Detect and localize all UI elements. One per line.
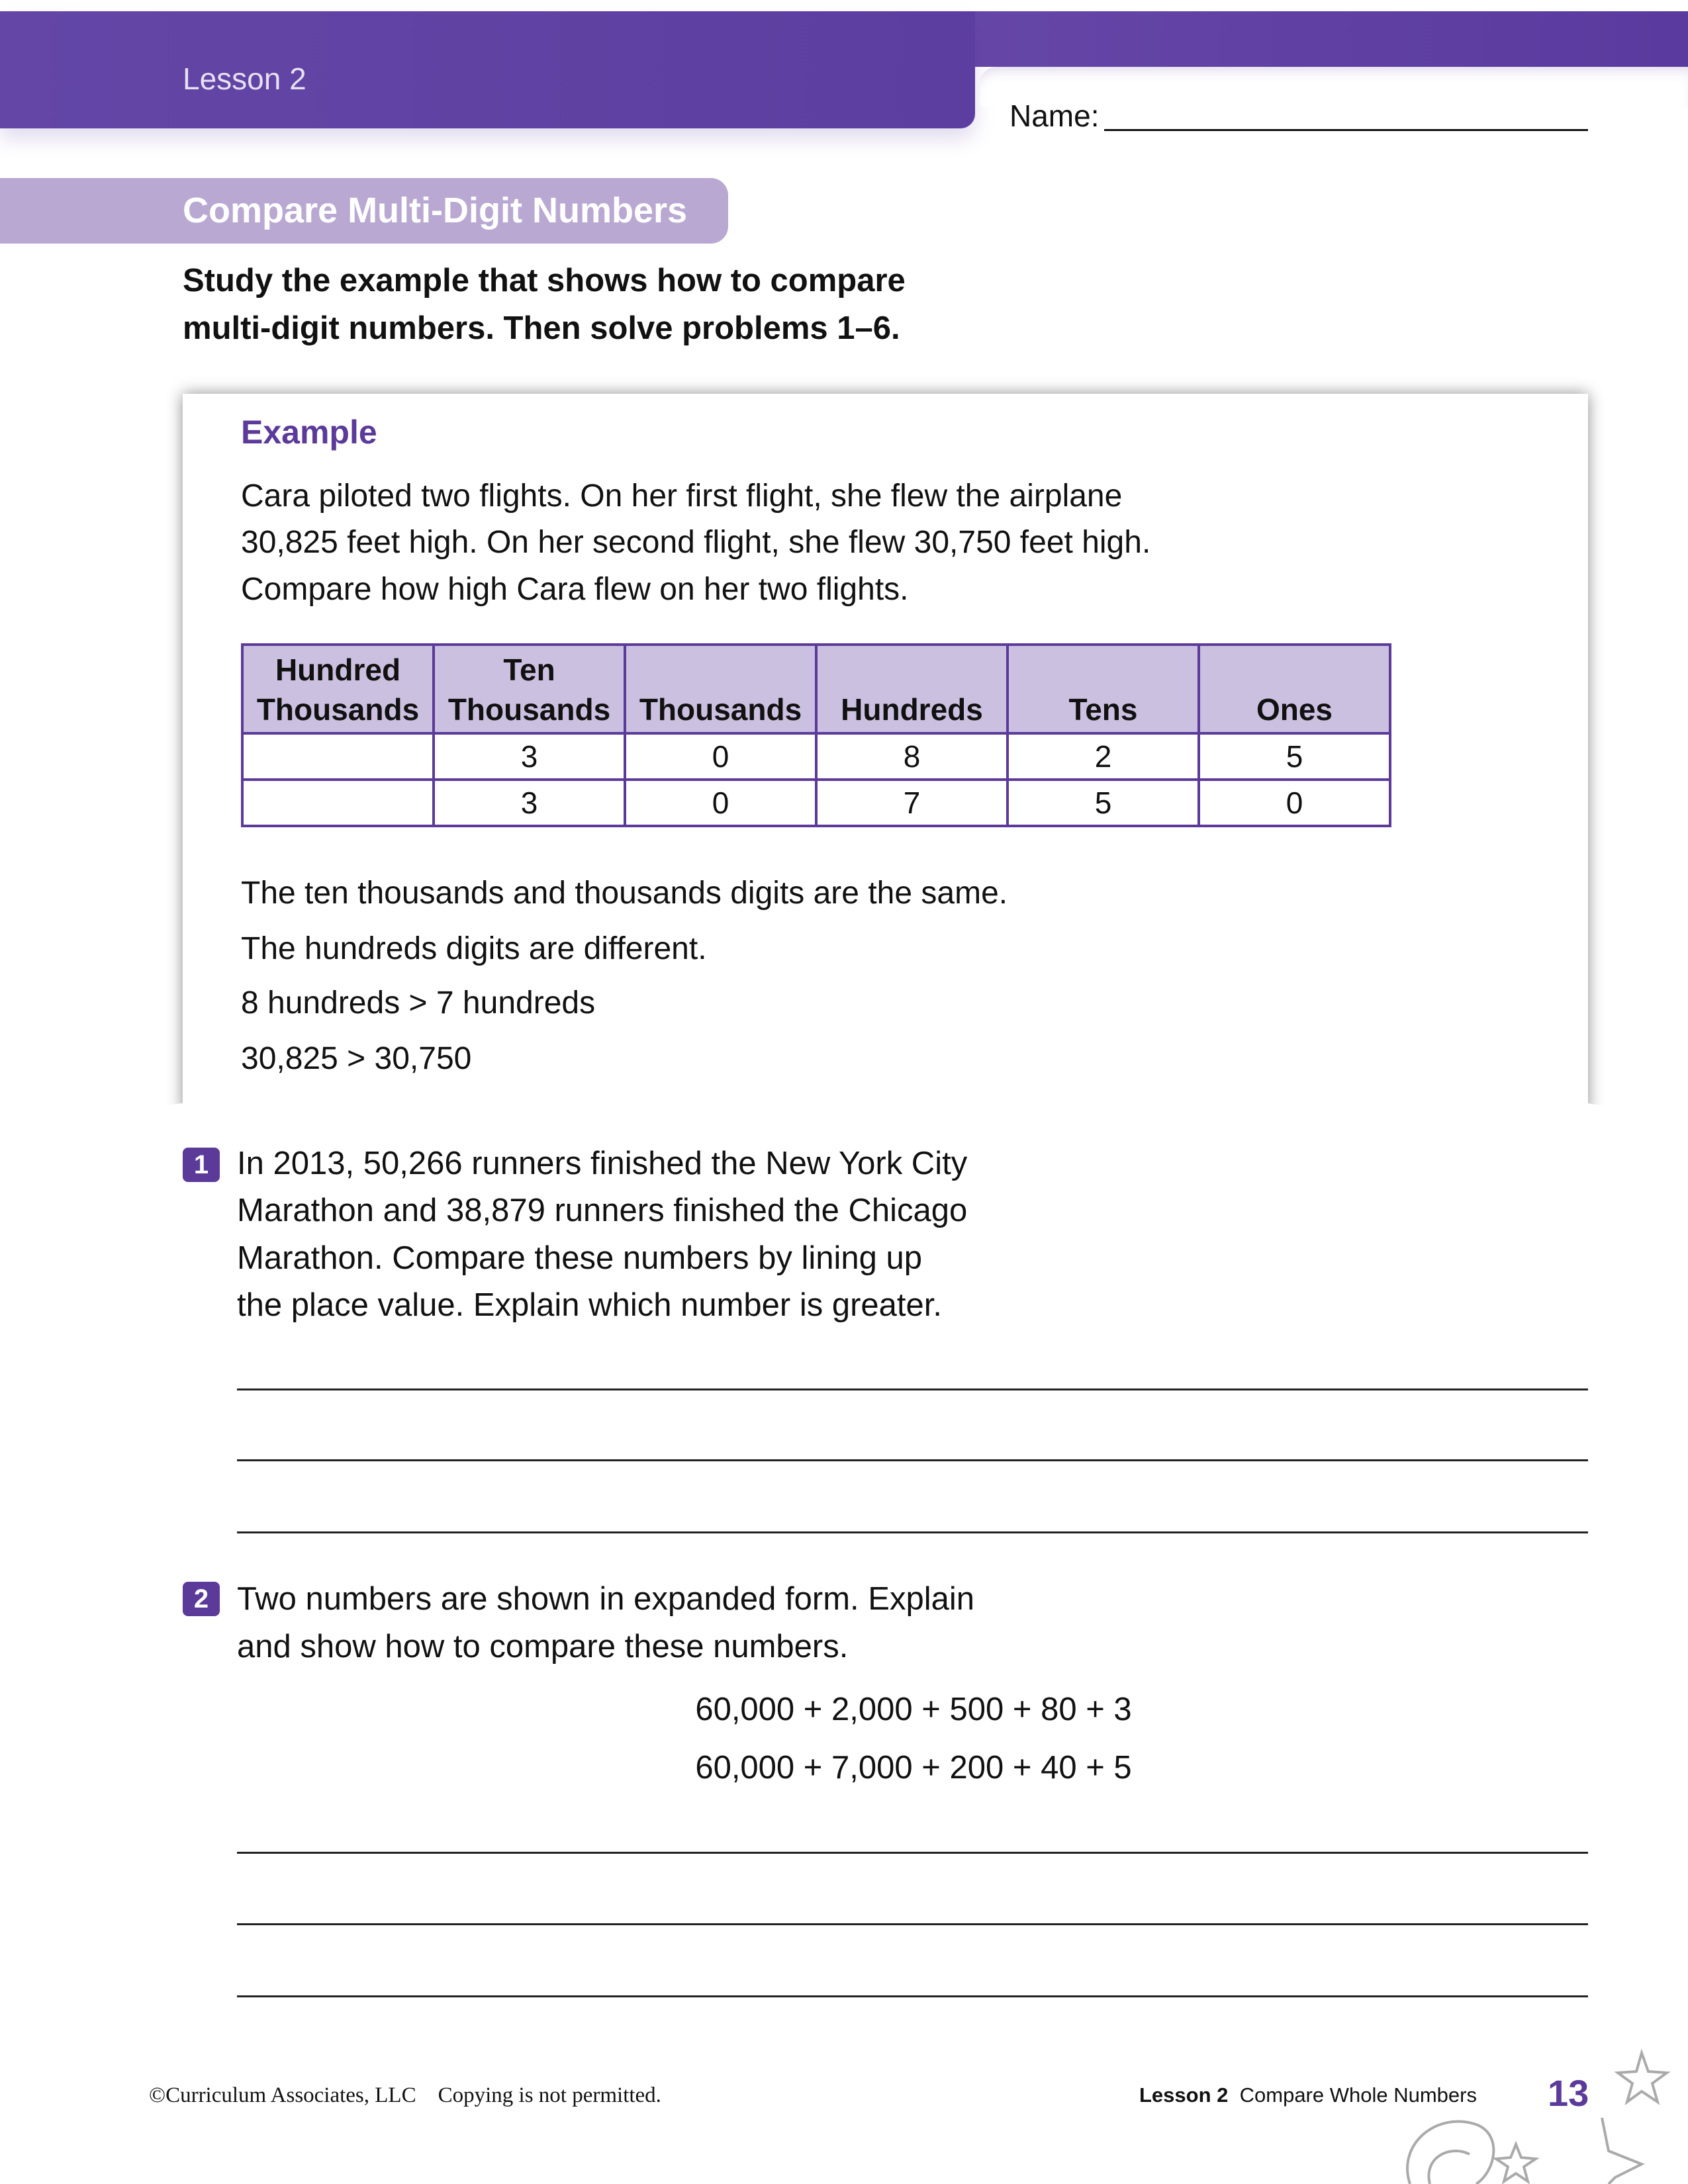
- footer-copyright: [149, 2083, 661, 2108]
- copyright-text: ©Curriculum Associates, LLC: [149, 2083, 416, 2107]
- cell: 8: [816, 733, 1008, 780]
- cell: 0: [625, 733, 816, 780]
- problem-text: Marathon. Compare these numbers by lining up: [237, 1240, 923, 1276]
- example-text: Compare how high Cara flew on her two flights.: [241, 572, 909, 607]
- cell: 0: [625, 780, 816, 826]
- answer-line[interactable]: [237, 1531, 1588, 1533]
- col-header: Ones: [1199, 645, 1390, 733]
- answer-line[interactable]: [237, 1852, 1588, 1854]
- example-text: Cara piloted two flights. On her first flight, she flew the airplane: [241, 478, 1123, 514]
- name-label: Name:: [1009, 99, 1100, 133]
- example-text: 30,825 feet high. On her second flight, she flew 30,750 feet high.: [241, 525, 1151, 560]
- answer-line[interactable]: [237, 1459, 1588, 1461]
- page-number: 13: [1548, 2072, 1589, 2114]
- problem-text: Two numbers are shown in expanded form. Explain: [237, 1581, 974, 1617]
- cell: [242, 780, 434, 826]
- place-value-table: [241, 643, 1391, 827]
- instructions-line: Study the example that shows how to compare: [183, 263, 906, 298]
- problem-text: the place value. Explain which number is greater.: [237, 1287, 942, 1323]
- torn-edge: [165, 1079, 1609, 1138]
- problem-number-badge: 2: [183, 1582, 220, 1616]
- cell: [242, 733, 434, 780]
- footer-lesson-number: Lesson 2: [1139, 2083, 1229, 2107]
- cell: 5: [1008, 780, 1199, 826]
- table-row: [242, 780, 1390, 826]
- cell: 0: [1199, 780, 1390, 826]
- cell: 5: [1199, 733, 1390, 780]
- col-header: Ten Thousands: [434, 645, 625, 733]
- cell: 7: [816, 780, 1008, 826]
- cell: 2: [1008, 733, 1199, 780]
- example-label: Example: [241, 414, 377, 451]
- problem-text: Marathon and 38,879 runners finished the Chicago: [237, 1193, 968, 1228]
- example-statement: The ten thousands and thousands digits are the same.: [241, 876, 1008, 911]
- col-header: Thousands: [625, 645, 816, 733]
- example-statement: 30,825 > 30,750: [241, 1041, 472, 1076]
- decorative-stars-icon: [1357, 2045, 1688, 2184]
- example-statement: 8 hundreds > 7 hundreds: [241, 985, 596, 1021]
- expanded-form-expression: 60,000 + 2,000 + 500 + 80 + 3: [695, 1692, 1132, 1727]
- footer-lesson-title: Compare Whole Numbers: [1239, 2083, 1477, 2107]
- problem-text: In 2013, 50,266 runners finished the New York City: [237, 1146, 968, 1181]
- answer-line[interactable]: [237, 1923, 1588, 1925]
- page-title: Compare Multi-Digit Numbers: [183, 191, 688, 230]
- col-header: Tens: [1008, 645, 1199, 733]
- table-row: [242, 733, 1390, 780]
- lesson-tab: [0, 11, 975, 128]
- answer-line[interactable]: [237, 1388, 1588, 1390]
- name-field[interactable]: [1104, 129, 1588, 131]
- instructions-line: multi-digit numbers. Then solve problems 1–6.: [183, 310, 900, 346]
- lesson-label: Lesson 2: [183, 62, 306, 96]
- cell: 3: [434, 733, 625, 780]
- problem-number-badge: 1: [183, 1148, 220, 1182]
- problem-text: and show how to compare these numbers.: [237, 1629, 849, 1664]
- copy-notice: Copying is not permitted.: [438, 2083, 661, 2107]
- cell: 3: [434, 780, 625, 826]
- col-header: Hundreds: [816, 645, 1008, 733]
- col-header: Hundred Thousands: [242, 645, 434, 733]
- table-header-row: [242, 645, 1390, 733]
- example-statement: The hundreds digits are different.: [241, 931, 707, 966]
- expanded-form-expression: 60,000 + 7,000 + 200 + 40 + 5: [695, 1750, 1132, 1786]
- answer-line[interactable]: [237, 1995, 1588, 1997]
